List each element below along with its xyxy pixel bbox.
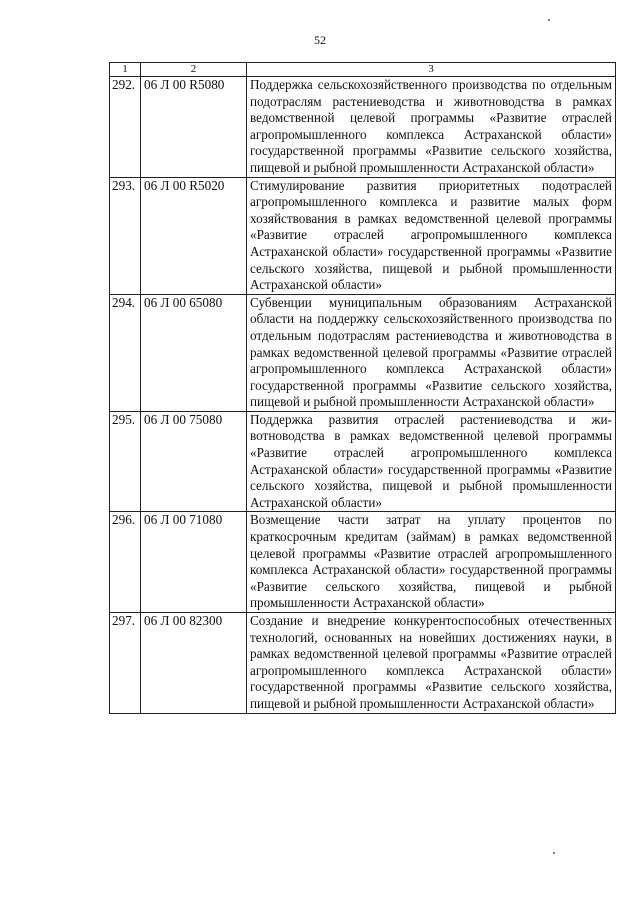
row-description: Возмещение части затрат на уплату процентов по краткосрочным кредитам (займам) в рамках ведомственной целевой программы «Развитие отраслей агропромышленного комплекса Астраханской области» государственной программы «Развитие сельского хозяйства, пищевой и рыбной промышленности Астраханской области» [247, 512, 616, 613]
row-description: Поддержка сельскохозяйственного производства по отдельным подотраслям растениеводства и животноводства в рамках ведомственной целевой программы «Развитие отраслей агропромышленного комплекса Астраханской области» государственной программы «Развитие сельского хозяйства, пищевой и рыбной промышленности Астраханской области» [247, 77, 616, 178]
row-description: Поддержка развития отраслей растениеводства и животноводства в рамках ведомственной целевой программы «Развитие отраслей агропромышленного комплекса Астраханской области» государственной программы «Развитие сельского хозяйства, пищевой и рыбной промышленности Астраханской области» [247, 411, 616, 512]
table-row [110, 177, 616, 294]
row-number: 295. [110, 411, 141, 512]
scan-speck [553, 852, 555, 854]
row-description: Создание и внедрение конкурентоспособных отечественных технологий, основанных на новейших достижениях науки, в рамках ведомственной целевой программы «Развитие отраслей агропромышленного комплекса Астраханской области» государственной программы «Развитие сельского хозяйства, пищевой и рыбной промышленности Астраханской области» [247, 613, 616, 714]
scan-speck [548, 19, 550, 21]
row-number: 294. [110, 294, 141, 411]
table-row [110, 512, 616, 613]
column-number-row [110, 63, 616, 77]
row-number: 293. [110, 177, 141, 294]
row-description: Субвенции муниципальным образованиям Астраханской области на поддержку сельскохозяйственного производства по отдельным подотраслям растениеводства и животноводства в рамках ведомственной целевой программы «Развитие отраслей агропромышленного комплекса Астраханской области» государственной программы «Развитие сельского хозяйства, пищевой и рыбной промышленности Астраханской области» [247, 294, 616, 411]
column-number-1: 1 [110, 63, 141, 77]
classification-code: 06 Л 00 R5020 [141, 177, 247, 294]
row-number: 296. [110, 512, 141, 613]
row-description: Стимулирование развития приоритетных подотраслей агропромышленного комплекса и развитие малых форм хозяйствования в рамках ведомственной целевой программы «Развитие отраслей агропромышленного комплекса Астраханской области» государственной программы «Развитие сельского хозяйства, пищевой и рыбной промышленности Астраханской области» [247, 177, 616, 294]
table-row [110, 77, 616, 178]
classification-code: 06 Л 00 75080 [141, 411, 247, 512]
table-row [110, 294, 616, 411]
classification-code: 06 Л 00 82300 [141, 613, 247, 714]
page-number: 52 [314, 33, 326, 47]
column-number-3: 3 [247, 63, 616, 77]
classification-code: 06 Л 00 65080 [141, 294, 247, 411]
table-row [110, 411, 616, 512]
table-row [110, 613, 616, 714]
budget-classification-table [109, 62, 616, 714]
classification-code: 06 Л 00 R5080 [141, 77, 247, 178]
column-number-2: 2 [141, 63, 247, 77]
classification-code: 06 Л 00 71080 [141, 512, 247, 613]
row-number: 297. [110, 613, 141, 714]
row-number: 292. [110, 77, 141, 178]
